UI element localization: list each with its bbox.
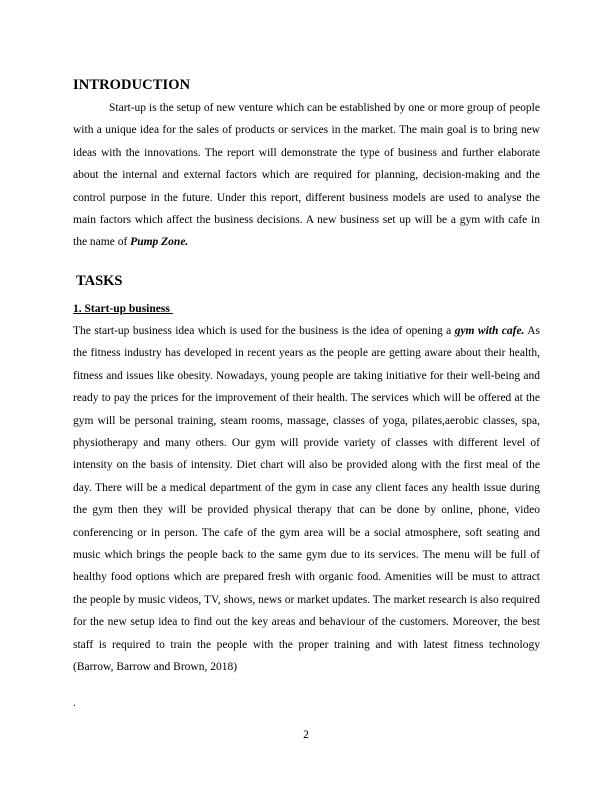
trailing-period: . — [73, 697, 76, 709]
page-number: 2 — [303, 729, 309, 741]
startup-lead-text: The start-up business idea which is used for the business is the idea of opening a — [73, 325, 455, 337]
introduction-text: Start-up is the setup of new venture which can be established by one or more group of people with a unique idea for the sales of products or services in the market. The main goal is to bring new ideas with the innovations. The report will demonstrate the type of business and further elaborate about the internal and external factors which are required for planning, decision-making and the control purpose in the future. Under this report, different business models are used to analyse the main factors which affect the business decisions. A new business set up will be a gym with cafe in the name of — [73, 102, 540, 249]
gym-with-cafe-emphasis: gym with cafe. — [454, 325, 525, 337]
introduction-paragraph — [73, 97, 540, 254]
startup-body-text: As the fitness industry has developed in recent years as the people are getting aware about their health, fitness and issues like obesity. Nowadays, young people are taking initiative for their well-being and ready to pay the prices for the improvement of their health. The services which will be offered at the gym will be personal training, steam rooms, massage, classes of yoga, pilates,aerobic classes, spa, physiotherapy and many others. Our gym will provide variety of classes with different level of intensity on the basis of intensity. Diet chart will also be provided along with the first meal of the day. There will be a medical department of the gym in case any client faces any health issue during the gym then they will be provided physical therapy that can be done by online, phone, video conferencing or in person. The cafe of the gym area will be a social atmosphere, soft seating and music which brings the people back to the same gym due to its services. The menu will be full of healthy food options which are prepared fresh with organic food. Amenities will be must to attract the people by music videos, TV, shows, news or market updates. The market research is also required for the new setup idea to find out the key areas and behaviour of the customers. Moreover, the best staff is required to train the people with the proper training and with latest fitness technology (Barrow, Barrow and Brown, 2018) — [73, 325, 540, 674]
startup-business-subheading: 1. Start-up business — [73, 303, 173, 315]
tasks-heading: TASKS — [76, 273, 123, 289]
business-name: Pump Zone. — [130, 236, 189, 249]
introduction-heading: INTRODUCTION — [73, 77, 191, 93]
startup-business-paragraph — [73, 320, 540, 679]
